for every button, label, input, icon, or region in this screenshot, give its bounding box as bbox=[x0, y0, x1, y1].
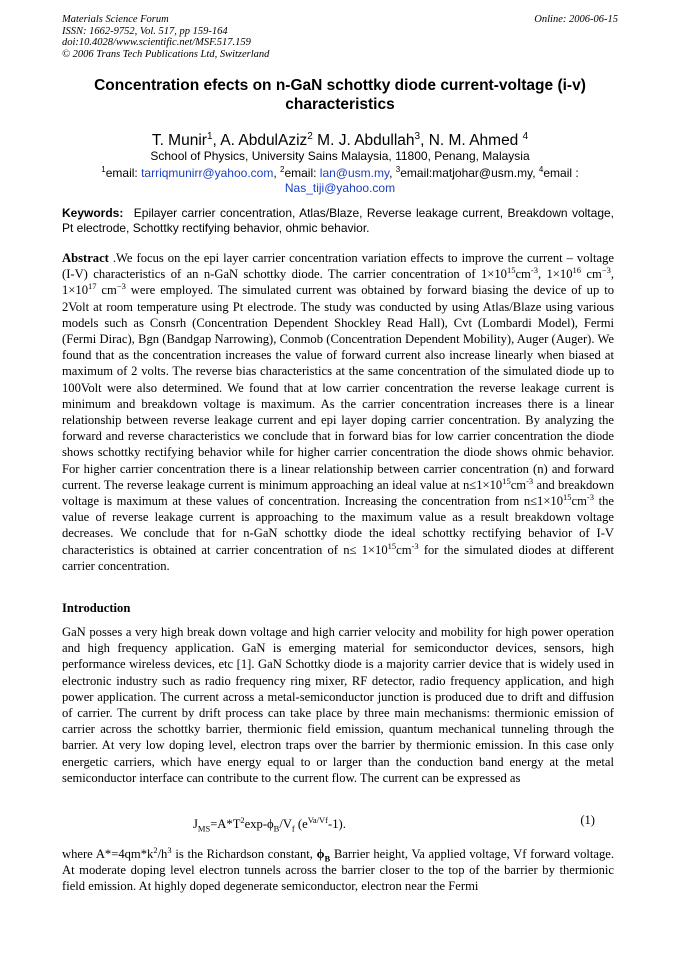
eq-part: -1). bbox=[328, 817, 346, 832]
exponent: -3 bbox=[530, 265, 538, 276]
body-paragraph bbox=[62, 846, 614, 895]
affiliation: School of Physics, University Sains Malaysia, 11800, Penang, Malaysia bbox=[150, 149, 530, 163]
journal-header bbox=[62, 14, 618, 60]
author-mark: 3 bbox=[414, 131, 421, 142]
author-list: T. Munir$^1$, A. AbdulAziz$^2$ M. J. Abdullah$^3$, N. M. Ahmed $^4$ bbox=[151, 131, 529, 150]
email-separator: , bbox=[273, 166, 280, 180]
eq-part: exp-ϕ bbox=[244, 817, 274, 832]
phi-subscript: B bbox=[324, 853, 331, 864]
email-mark: 3 bbox=[395, 165, 401, 174]
eq-sup: 2 bbox=[240, 815, 245, 825]
author-name: A. AbdulAziz bbox=[220, 132, 308, 150]
abstract-text: , 1×10 bbox=[62, 267, 614, 298]
exponent: -3 bbox=[411, 540, 419, 551]
abstract-text: , 1×10 bbox=[537, 267, 573, 282]
email-mark: 1 bbox=[101, 165, 106, 174]
body-text: is the Richardson constant, bbox=[171, 847, 317, 861]
exponent: 17 bbox=[88, 281, 97, 292]
email-separator: , bbox=[532, 166, 539, 180]
abstract-text: cm bbox=[571, 494, 587, 509]
issn: ISSN: 1662-9752, Vol. 517, pp 159-164 bbox=[62, 25, 228, 37]
abstract-text: and breakdown voltage is maximum at these values of concentration. Increasing the concentration from n≤1×10 bbox=[62, 477, 614, 509]
abstract bbox=[62, 250, 614, 574]
author-mark: 4 bbox=[522, 131, 529, 142]
exponent: 2 bbox=[153, 844, 158, 855]
phi-symbol: ϕ bbox=[316, 847, 325, 861]
equation-1 bbox=[193, 812, 613, 837]
section-heading: Introduction bbox=[62, 601, 131, 615]
abstract-text: .We focus on the epi layer carrier concentration variation effects to improve the current – voltage (I-V) characteristics of an n-GaN schottky diode. The carrier concentration of 1×10 bbox=[62, 251, 614, 282]
journal-name: Materials Science Forum bbox=[62, 14, 169, 25]
email-separator: , bbox=[389, 166, 396, 180]
keywords-label: Keywords: bbox=[62, 206, 124, 220]
email-mark: 2 bbox=[280, 165, 285, 174]
eq-part: /V bbox=[279, 817, 292, 832]
exponent: -3 bbox=[586, 491, 594, 502]
keywords bbox=[62, 206, 614, 236]
author-mark: 2 bbox=[307, 131, 313, 142]
eq-sup: Va/Vf bbox=[307, 815, 329, 825]
paper-title: Concentration efects on n-GaN schottky diode current-voltage (i-v) characteristics bbox=[94, 77, 586, 113]
exponent: 15 bbox=[387, 540, 397, 551]
exponent: −3 bbox=[601, 265, 611, 276]
introduction-paragraph: GaN posses a very high break down voltage and high carrier velocity and mobility for high power operation and high frequency application. GaN is emerging material for semiconductor devices, sensors, high performance wireless devices, etc [1]. GaN Schottky diode is a majority carrier device that is widely used in electronic industry such as radio frequency ring mixer, RF detector, radio frequency application, and high power application. The current across a metal-semiconductor junction is produced due to drift and diffusion of carrier. The current by drift process can take place by three main mechanisms: thermionic emission of carrier across the schottky barrier, thermionic field emission, quantum mechanical tunneling through the barrier. At very low doping level, electron traps over the barrier by thermionic emission. In this case only energetic carriers, which have energy equal to or larger than the conduction band energy at the metal semiconductor interface can contribute to the current flow. The current can be expressed as bbox=[62, 625, 614, 785]
online-date: Online: 2006-06-15 bbox=[534, 14, 618, 25]
exponent: -3 bbox=[526, 475, 534, 486]
email-mark: 4 bbox=[538, 165, 544, 174]
author-name: M. J. Abdullah bbox=[317, 132, 415, 150]
exponent: 3 bbox=[167, 844, 172, 855]
abstract-text: the value of reverse leakage current is approaching to the maximum value as a result breakdown voltage decreases. We conclude that for n-GaN schottky diode the ideal schottky rectifying behavior of I-V characteristics is obtained at carrier concentration of n≤ 1×10 bbox=[62, 494, 614, 557]
eq-part: J bbox=[193, 817, 198, 832]
exponent: 15 bbox=[502, 475, 511, 486]
abstract-text: cm bbox=[581, 267, 602, 282]
exponent: 15 bbox=[506, 265, 516, 276]
abstract-text: for the simulated diodes at different carrier concentration. bbox=[62, 542, 614, 573]
email-link[interactable]: lan@usm.my bbox=[319, 166, 390, 180]
equation-number: (1) bbox=[580, 813, 595, 827]
abstract-text: cm bbox=[96, 283, 117, 298]
doi: doi:10.4028/www.scientific.net/MSF.517.159 bbox=[62, 37, 251, 48]
email-list bbox=[62, 163, 618, 195]
email-link[interactable]: Nas_tiji@yahoo.com bbox=[284, 180, 396, 195]
body-text: Barrier height, Va applied voltage, Vf forward voltage. At moderate doping level electron tunnels across the barrier closer to the top of the barrier by thermionic field emission. At highly doped degenerate semiconductor, electron near the Fermi bbox=[62, 847, 614, 894]
email-label: email: bbox=[105, 166, 142, 180]
author-name: N. M. Ahmed bbox=[428, 132, 519, 150]
body-text: /h bbox=[157, 847, 168, 861]
exponent: −3 bbox=[116, 281, 126, 292]
email-label: email : bbox=[543, 166, 579, 180]
abstract-label: Abstract bbox=[62, 251, 109, 265]
author-name: T. Munir bbox=[151, 132, 207, 150]
abstract-text: were employed. The simulated current was obtained by forward biasing the device of up to 2Volt at room temperature using Pt electrode. The study was conducted by using Atlas/Blaze using various models such as Consrh (Concentration Dependent Shockley Read Hall), Cvt (Lombardi Model), Fermi (Fermi Dirac), Bgn (Bandgap Narrowing), Conmob (Concentration Dependent Mobility), Auger (Auger). We found that as the concentration increases the value of forward current also increase linearly when biased at maximum of 2 volts. The reverse bias characteristics at the same concentration of the simulated diode up to 100Volt were also determined. We found that at low carrier concentration the reverse leakage current is minimum and breakdown voltage is maximum. As the carrier concentration increases there is a linear relationship between reverse leakage current and epi layer doping carrier concentration. By analyzing the forward and reverse characteristics we conclude that in forward bias for low carrier concentration the diode shows schottky rectifying behavior while for higher carrier concentration the diode shows ohmic behavior. For higher carrier concentration there is a linear relationship between carrier concentration (n) and forward current. The reverse leakage current is minimum approaching an ideal value at n≤1×10 bbox=[62, 283, 614, 492]
eq-sub: f bbox=[291, 823, 295, 834]
body-text: where A*=4qm*k bbox=[62, 847, 154, 861]
abstract-text: cm bbox=[396, 542, 412, 557]
eq-sub: B bbox=[273, 823, 280, 834]
keywords-text: Epilayer carrier concentration, Atlas/Blaze, Reverse leakage current, Breakdown voltage, Pt electrode, Schottky rectifying behavior, ohmic behavior. bbox=[62, 206, 614, 235]
eq-part: =A*T bbox=[210, 817, 241, 832]
abstract-text: cm bbox=[515, 267, 531, 282]
eq-sub: MS bbox=[197, 823, 211, 834]
eq-part: (e bbox=[294, 817, 308, 832]
author-mark: 1 bbox=[206, 131, 213, 142]
copyright: © 2006 Trans Tech Publications Ltd, Switzerland bbox=[62, 48, 270, 60]
email-label: email: bbox=[284, 166, 320, 180]
exponent: 16 bbox=[572, 265, 581, 276]
email-label: email:matjohar@usm.my bbox=[400, 166, 533, 180]
abstract-text: cm bbox=[510, 477, 527, 492]
exponent: 15 bbox=[563, 491, 572, 502]
email-link[interactable]: tarriqmunirr@yahoo.com bbox=[141, 166, 274, 180]
